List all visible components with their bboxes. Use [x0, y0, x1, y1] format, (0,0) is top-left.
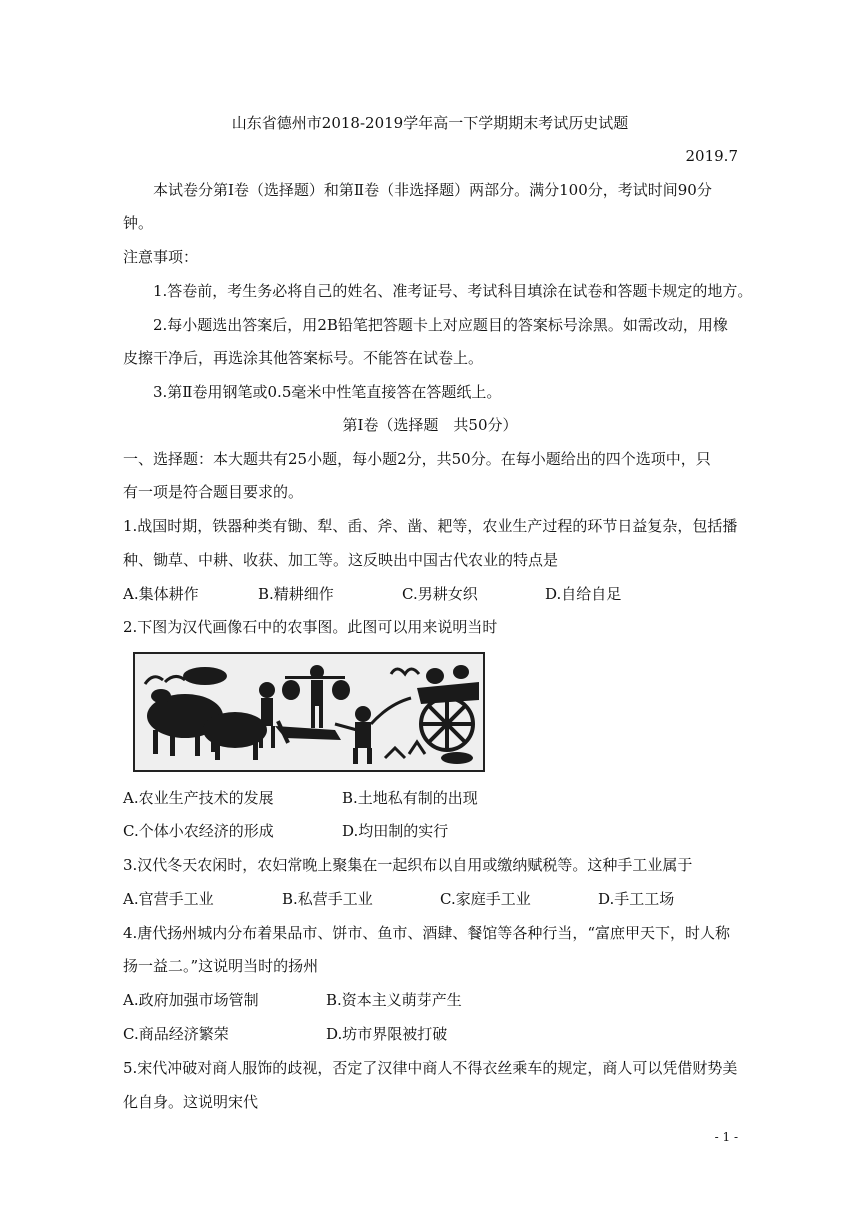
option-c: C.商品经济繁荣: [123, 1025, 229, 1043]
option-a: A.政府加强市场管制: [123, 991, 259, 1009]
notice-item: 皮擦干净后，再选涂其他答案标号。不能答在试卷上。: [123, 349, 484, 367]
intro-line: 钟。: [123, 214, 154, 232]
option-d: D.自给自足: [545, 585, 622, 603]
intro-line: 本试卷分第Ⅰ卷（选择题）和第Ⅱ卷（非选择题）两部分。满分100分，考试时间90分: [153, 181, 712, 199]
option-c: C.个体小农经济的形成: [123, 822, 274, 840]
option-c: C.男耕女织: [402, 585, 478, 603]
option-d: D.均田制的实行: [342, 822, 449, 840]
option-c: C.家庭手工业: [440, 890, 531, 908]
option-a: A.官营手工业: [123, 890, 214, 908]
question-stem: 扬一益二。”这说明当时的扬州: [123, 957, 319, 975]
question-stem: 1.战国时期，铁器种类有锄、犁、臿、斧、凿、耙等，农业生产过程的环节日益复杂，包括播: [123, 517, 738, 535]
question-stem: 化自身。这说明宋代: [123, 1093, 259, 1111]
question-stem: 5.宋代冲破对商人服饰的歧视，否定了汉律中商人不得衣丝乘车的规定，商人可以凭借财势美: [123, 1059, 738, 1077]
question-stem: 种、锄草、中耕、收获、加工等。这反映出中国古代农业的特点是: [123, 551, 559, 569]
section-desc: 有一项是符合题目要求的。: [123, 483, 304, 501]
notice-item: 2.每小题选出答案后，用2B铅笔把答题卡上对应题目的答案标号涂黑。如需改动，用橡: [153, 316, 728, 334]
han-stone-relief-image: [133, 652, 485, 772]
notice-item: 1.答卷前，考生务必将自己的姓名、准考证号、考试科目填涂在试卷和答题卡规定的地方。: [153, 282, 753, 300]
section-title: 第Ⅰ卷（选择题 共50分）: [342, 416, 518, 434]
section-desc: 一、选择题：本大题共有25小题，每小题2分，共50分。在每小题给出的四个选项中，只: [123, 450, 711, 468]
exam-title: 山东省德州市2018-2019学年高一下学期期末考试历史试题: [231, 114, 629, 132]
page-number: - 1 -: [714, 1130, 738, 1144]
question-stem: 2.下图为汉代画像石中的农事图。此图可以用来说明当时: [123, 618, 498, 636]
option-d: D.坊市界限被打破: [326, 1025, 448, 1043]
question-stem: 3.汉代冬天农闲时，农妇常晚上聚集在一起织布以自用或缴纳赋税等。这种手工业属于: [123, 856, 693, 874]
option-b: B.私营手工业: [282, 890, 373, 908]
option-b: B.土地私有制的出现: [342, 789, 478, 807]
question-stem: 4.唐代扬州城内分布着果品市、饼市、鱼市、酒肆、餐馆等各种行当，“富庶甲天下，时人称: [123, 924, 730, 942]
option-d: D.手工工场: [598, 890, 675, 908]
option-a: A.农业生产技术的发展: [123, 789, 274, 807]
option-a: A.集体耕作: [123, 585, 199, 603]
notice-title: 注意事项：: [123, 248, 199, 266]
option-b: B.资本主义萌芽产生: [326, 991, 462, 1009]
notice-item: 3.第Ⅱ卷用钢笔或0.5毫米中性笔直接答在答题纸上。: [153, 383, 502, 401]
exam-date: 2019.7: [685, 147, 738, 165]
option-b: B.精耕细作: [258, 585, 334, 603]
